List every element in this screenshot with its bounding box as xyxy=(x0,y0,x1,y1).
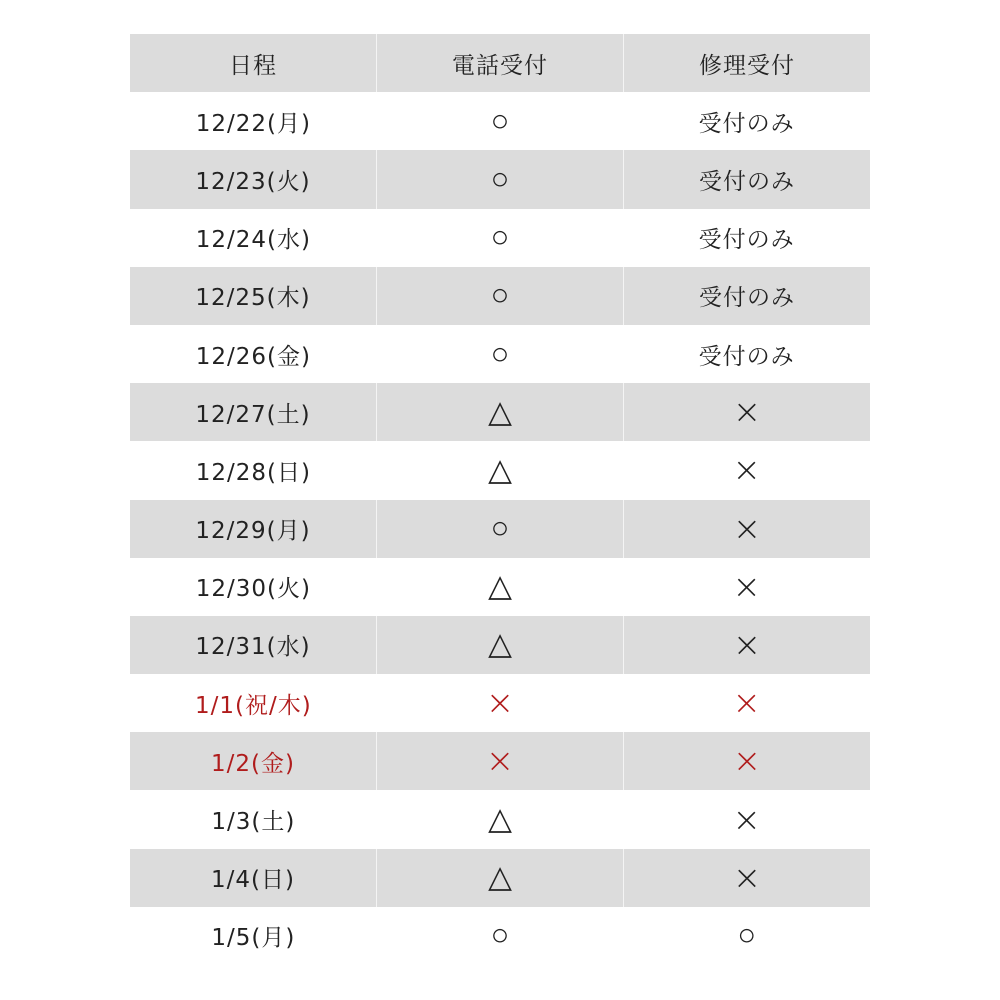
table-row xyxy=(130,849,870,907)
date-cell: 1/4(日) xyxy=(211,867,295,894)
date-cell: 12/31(水) xyxy=(195,634,311,661)
table-row xyxy=(130,558,870,616)
repair-reception-cell: × xyxy=(732,683,761,724)
repair-reception-cell: × xyxy=(732,799,761,840)
date-cell: 1/5(月) xyxy=(211,925,296,952)
phone-reception-cell: △ xyxy=(488,451,512,488)
repair-reception-cell: × xyxy=(623,383,870,441)
table-row xyxy=(130,325,870,383)
header-phone-reception: 電話受付 xyxy=(376,34,623,92)
date-cell: 12/22(月) xyxy=(195,110,311,137)
header-repair-reception: 修理受付 xyxy=(623,34,870,92)
repair-reception-cell: × xyxy=(623,849,870,907)
phone-reception-cell: △ xyxy=(488,801,512,838)
repair-reception-cell: × xyxy=(623,732,870,790)
table-row xyxy=(130,441,870,499)
date-cell: 12/29(月) xyxy=(195,518,311,545)
table-row xyxy=(130,383,870,441)
table-row xyxy=(130,92,870,150)
phone-reception-cell: ○ xyxy=(490,102,510,139)
repair-reception-cell: × xyxy=(732,566,761,607)
table-row xyxy=(130,150,870,208)
phone-reception-cell: ○ xyxy=(376,267,623,325)
table-row xyxy=(130,674,870,732)
repair-reception-cell: ○ xyxy=(737,917,757,954)
phone-reception-cell: △ xyxy=(488,568,512,605)
phone-reception-cell: ○ xyxy=(376,150,623,208)
phone-reception-cell: △ xyxy=(376,849,623,907)
date-cell: 12/26(金) xyxy=(195,343,311,370)
phone-reception-cell: ○ xyxy=(490,335,510,372)
repair-reception-cell: 受付のみ xyxy=(623,150,870,208)
table-row xyxy=(130,907,870,965)
date-cell: 1/1(祝/木) xyxy=(194,692,312,719)
repair-reception-cell: 受付のみ xyxy=(698,227,795,254)
phone-reception-cell: ○ xyxy=(376,500,623,558)
date-cell: 12/23(火) xyxy=(195,168,311,195)
table-row xyxy=(130,732,870,790)
repair-reception-cell: × xyxy=(623,616,870,674)
table-row xyxy=(130,267,870,325)
repair-reception-cell: × xyxy=(732,450,761,491)
header-date: 日程 xyxy=(229,52,277,79)
table-header-row xyxy=(130,34,870,92)
phone-reception-cell: ○ xyxy=(490,219,510,256)
table-row xyxy=(130,500,870,558)
table-row xyxy=(130,616,870,674)
phone-reception-cell: × xyxy=(485,683,515,724)
repair-reception-cell: 受付のみ xyxy=(623,267,870,325)
repair-reception-cell: × xyxy=(623,500,870,558)
date-cell: 12/24(水) xyxy=(195,227,311,254)
date-cell: 1/3(土) xyxy=(211,809,296,836)
table-row xyxy=(130,790,870,848)
date-cell: 12/28(日) xyxy=(195,459,311,486)
holiday-schedule-table xyxy=(130,34,870,965)
repair-reception-cell: 受付のみ xyxy=(698,343,795,370)
phone-reception-cell: △ xyxy=(376,616,623,674)
date-cell: 12/27(土) xyxy=(195,401,311,428)
phone-reception-cell: × xyxy=(376,732,623,790)
phone-reception-cell: △ xyxy=(376,383,623,441)
date-cell: 12/30(火) xyxy=(195,576,311,603)
date-cell: 1/2(金) xyxy=(211,750,295,777)
table-body xyxy=(130,92,870,965)
table-row xyxy=(130,209,870,267)
repair-reception-cell: 受付のみ xyxy=(698,110,795,137)
date-cell: 12/25(木) xyxy=(195,285,311,312)
phone-reception-cell: ○ xyxy=(490,917,510,954)
